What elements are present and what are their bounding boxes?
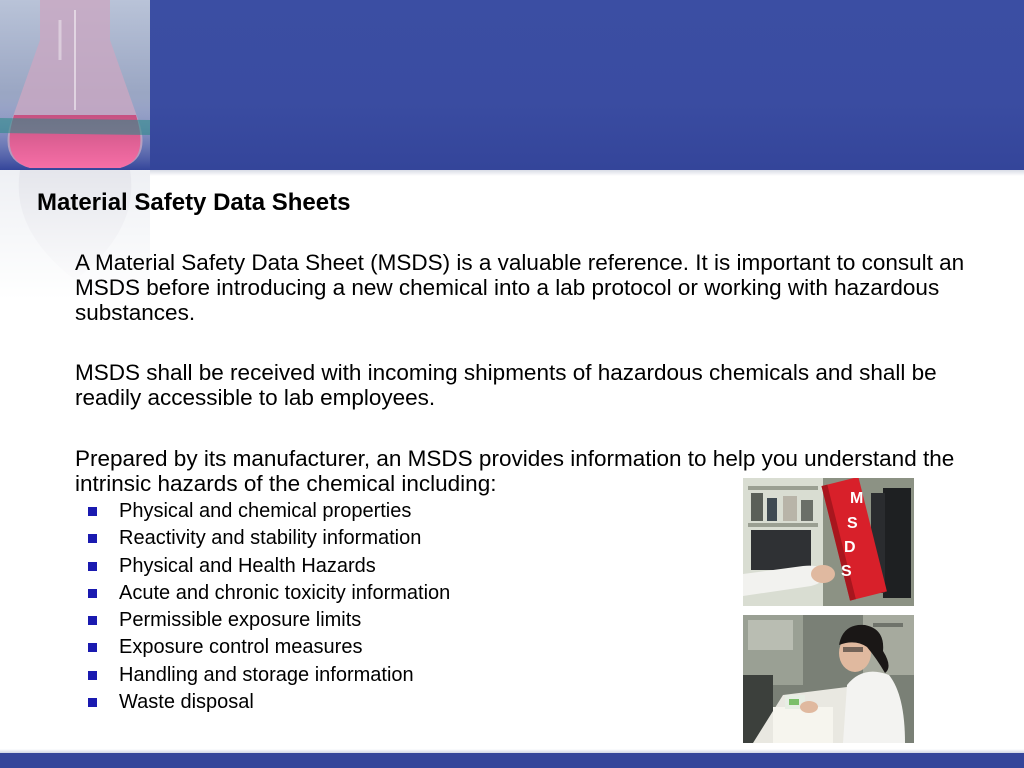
square-bullet-icon (88, 507, 97, 516)
lab-worker-photo (743, 615, 914, 743)
list-item-label: Acute and chronic toxicity information (119, 581, 451, 604)
list-item (88, 498, 450, 525)
list-item-label: Handling and storage information (119, 663, 414, 686)
paragraph-msds-intro: A Material Safety Data Sheet (MSDS) is a valuable reference. It is important to consult an MSDS before introducing a new chemical into a lab protocol or working with hazardous substances. (75, 250, 965, 325)
paragraph-msds-manufacturer: Prepared by its manufacturer, an MSDS provides information to help you understand the intrinsic hazards of the chemical including: (75, 446, 955, 496)
binder-letter: D (844, 539, 856, 556)
list-item (88, 662, 450, 689)
square-bullet-icon (88, 643, 97, 652)
list-item (88, 607, 450, 634)
binder-letter: S (841, 563, 852, 580)
footer-band (0, 753, 1024, 768)
slide-title: Material Safety Data Sheets (37, 189, 351, 216)
list-item (88, 634, 450, 661)
square-bullet-icon (88, 589, 97, 598)
list-item (88, 553, 450, 580)
list-item-label: Reactivity and stability information (119, 527, 422, 550)
square-bullet-icon (88, 671, 97, 680)
list-item-label: Exposure control measures (119, 636, 363, 659)
square-bullet-icon (88, 616, 97, 625)
header-shadow (0, 170, 1024, 176)
list-item-label: Permissible exposure limits (119, 609, 362, 632)
square-bullet-icon (88, 534, 97, 543)
list-item (88, 580, 450, 607)
header-band (0, 0, 1024, 170)
msds-binder-photo (743, 478, 914, 606)
list-item-label: Physical and chemical properties (119, 500, 412, 522)
list-item (88, 525, 450, 552)
binder-letter: S (847, 515, 858, 532)
list-item (88, 689, 450, 716)
binder-letter: M (850, 490, 864, 507)
list-item-label: Waste disposal (119, 691, 254, 714)
paragraph-msds-shipments: MSDS shall be received with incoming shipments of hazardous chemicals and shall be readily accessible to lab employees. (75, 360, 937, 410)
square-bullet-icon (88, 562, 97, 571)
square-bullet-icon (88, 698, 97, 707)
list-item-label: Physical and Health Hazards (119, 554, 376, 577)
hazard-info-list (88, 498, 450, 716)
